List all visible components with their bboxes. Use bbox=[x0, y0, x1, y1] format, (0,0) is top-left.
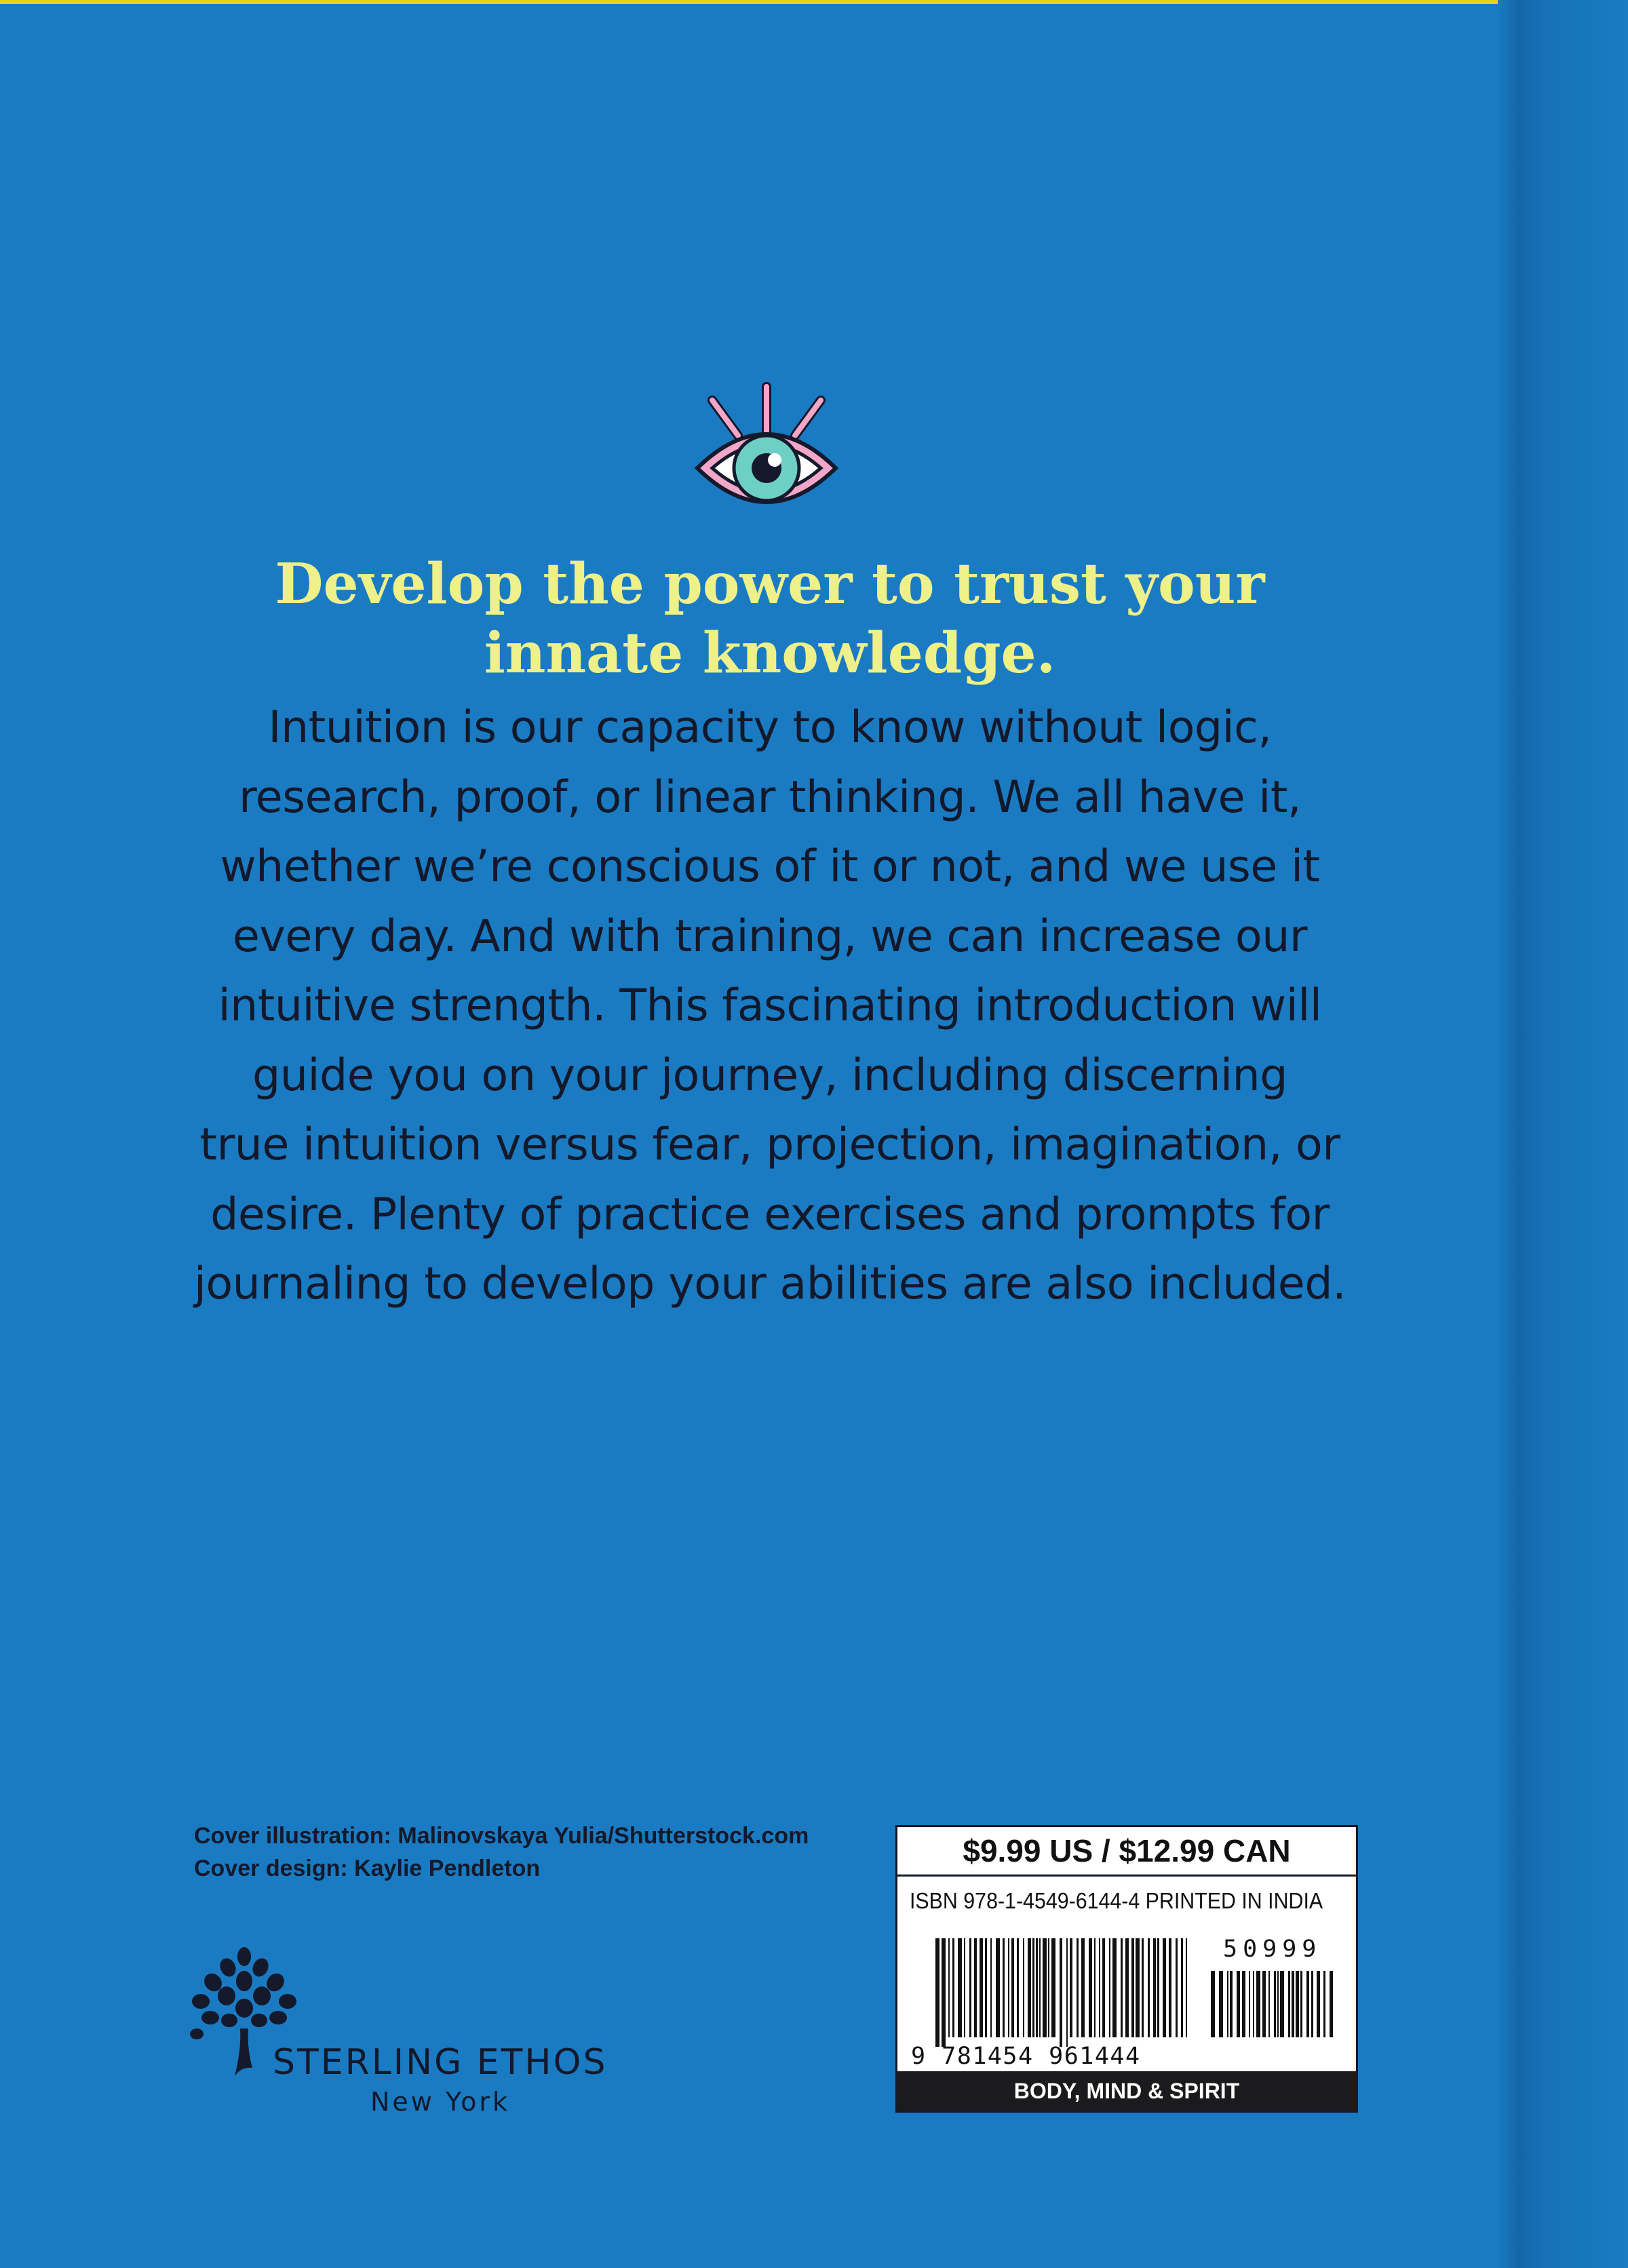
description-line: guide you on your journey, including discerning bbox=[252, 1050, 1287, 1101]
cover-credits bbox=[194, 1820, 809, 1885]
category-label: BODY, MIND & SPIRIT bbox=[897, 2071, 1356, 2111]
ean-digits: 9 781454 961444 bbox=[911, 2043, 1141, 2070]
addon-digits: 50999 bbox=[1223, 1936, 1322, 1963]
description-line: desire. Plenty of practice exercises and prompts for bbox=[210, 1189, 1330, 1240]
publisher-city: New York bbox=[370, 2087, 511, 2117]
description-line: whether we’re conscious of it or not, and we use it bbox=[220, 841, 1320, 892]
headline bbox=[136, 550, 1404, 688]
description-line: every day. And with training, we can increase our bbox=[232, 910, 1308, 962]
isbn-label: ISBN 978-1-4549-6144-4 PRINTED IN INDIA bbox=[910, 1888, 1323, 1913]
illustration-credit: Cover illustration: Malinovskaya Yulia/Shutterstock.com bbox=[194, 1823, 809, 1849]
headline-line-2: innate knowledge. bbox=[484, 621, 1056, 686]
price-label: $9.99 US / $12.99 CAN bbox=[897, 1827, 1356, 1877]
spine-shadow bbox=[1498, 0, 1628, 2268]
top-edge-line bbox=[0, 0, 1628, 4]
description-line: intuitive strength. This fascinating introduction will bbox=[218, 980, 1322, 1031]
barcode-box bbox=[895, 1825, 1358, 2113]
description-line: true intuition versus fear, projection, imagination, or bbox=[199, 1119, 1340, 1170]
description-line: journaling to develop your abilities are also included. bbox=[193, 1258, 1346, 1309]
headline-line-1: Develop the power to trust your bbox=[275, 552, 1265, 617]
description-line: Intuition is our capacity to know without logic, bbox=[268, 702, 1272, 753]
addon-barcode bbox=[1211, 1971, 1338, 2047]
description-paragraph bbox=[136, 693, 1404, 1320]
ean-barcode bbox=[935, 1938, 1190, 2047]
eye-with-lashes-icon bbox=[692, 380, 841, 516]
publisher-name: STERLING ETHOS bbox=[273, 2042, 608, 2083]
design-credit: Cover design: Kaylie Pendleton bbox=[194, 1856, 541, 1881]
description-line: research, proof, or linear thinking. We all have it, bbox=[239, 771, 1301, 823]
